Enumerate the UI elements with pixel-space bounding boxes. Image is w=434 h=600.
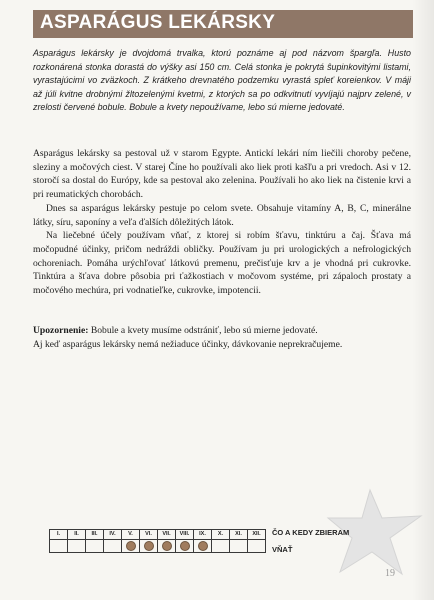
month-mark-cell [68,540,86,553]
month-mark-cell [50,540,68,553]
month-label: I. [50,530,68,540]
month-mark-cell [194,540,212,553]
calendar-month-row [50,530,266,540]
month-label: IV. [104,530,122,540]
warning-note: Aj keď asparágus lekársky nemá nežiaduce účinky, dávkovanie neprekračujeme. [33,338,343,350]
month-label: IX. [194,530,212,540]
month-label: XII. [248,530,266,540]
harvest-dot-icon [126,541,136,551]
month-label: X. [212,530,230,540]
intro-paragraph: Asparágus lekársky je dvojdomá trvalka, ktorú poznáme aj pod názvom špargľa. Husto rozkonárená stonka dorastá do výšky asi 150 cm. Celá stonka je pokrytá ŝupinkovitými listami, vyrastajúcimi vo zväzkoch. Z krátkeho drevnatého podzemku vyrastá spleť koreienkov. V máji až júli kvitne drobnými žltozelenými kvetmi, z ktorých sa po odkvitnutí vyvíjajú najprv zelené, v zrelosti červené bobule. Bobule a kvety nepoužívame, lebo sú mierne jedovaté. [33,48,411,113]
month-mark-cell [176,540,194,553]
month-label: V. [122,530,140,540]
harvest-calendar [49,529,266,553]
harvest-dot-icon [144,541,154,551]
body-text [33,147,411,298]
harvest-part: VŇAŤ [272,545,293,554]
month-label: VII. [158,530,176,540]
month-mark-cell [212,540,230,553]
warning-text: Bobule a kvety musíme odstrániť, lebo sú mierne jedovaté. [88,325,318,336]
month-mark-cell [122,540,140,553]
body-paragraph-1: Asparágus lekársky sa pestoval už v starom Egypte. Antickí lekári ním liečili choroby pečene, sleziny a močových ciest. V starej Číne ho používali ako liek proti kašľu a pri vredoch. Asi v 12. storočí sa dostal do Európy, kde sa pestoval ako zelenina. Používali ho ako liek na čistenie krvi a pri reumatických chorobách. [33,148,411,201]
harvest-dot-icon [198,541,208,551]
month-mark-cell [104,540,122,553]
body-paragraph-2: Dnes sa asparágus lekársky pestuje po celom svete. Obsahuje vitamíny A, B, C, minerálne látky, síru, saponíny a veľa ďalších dôležitých látok. [33,202,411,228]
month-label: VIII. [176,530,194,540]
harvest-dot-icon [180,541,190,551]
warning-label: Upozornenie: [33,325,89,336]
warning-block [33,324,411,351]
warning-line [33,324,411,338]
month-label: III. [86,530,104,540]
month-mark-cell [140,540,158,553]
body-paragraph-3: Na liečebné účely používam vňať, z ktorej si robím šťavu, tinktúru a čaj. Šťava má močopudné účinky, pričom nedráždi obličky. Používam ju pri urologických a nefrologických ochoreniach. Pomáha urýchľovať látkovú premenu, prečisťuje krv a je vhodná pri cukrovke. Tinktúra a šťava dobre pôsobia pri ťažkostiach v močovom systéme, pri zápaloch prostaty a močového mechúra, pri vodnatieľke, cukrovke, impotencii. [33,230,411,297]
month-mark-cell [248,540,266,553]
month-mark-cell [230,540,248,553]
page-title: ASPARÁGUS LEKÁRSKY [40,12,276,33]
month-label: VI. [140,530,158,540]
month-mark-cell [158,540,176,553]
harvest-title: ČO A KEDY ZBIERAM [272,528,350,537]
calendar-mark-row [50,540,266,553]
month-mark-cell [86,540,104,553]
month-label: II. [68,530,86,540]
month-label: XI. [230,530,248,540]
page-number: 19 [385,568,395,579]
harvest-dot-icon [162,541,172,551]
